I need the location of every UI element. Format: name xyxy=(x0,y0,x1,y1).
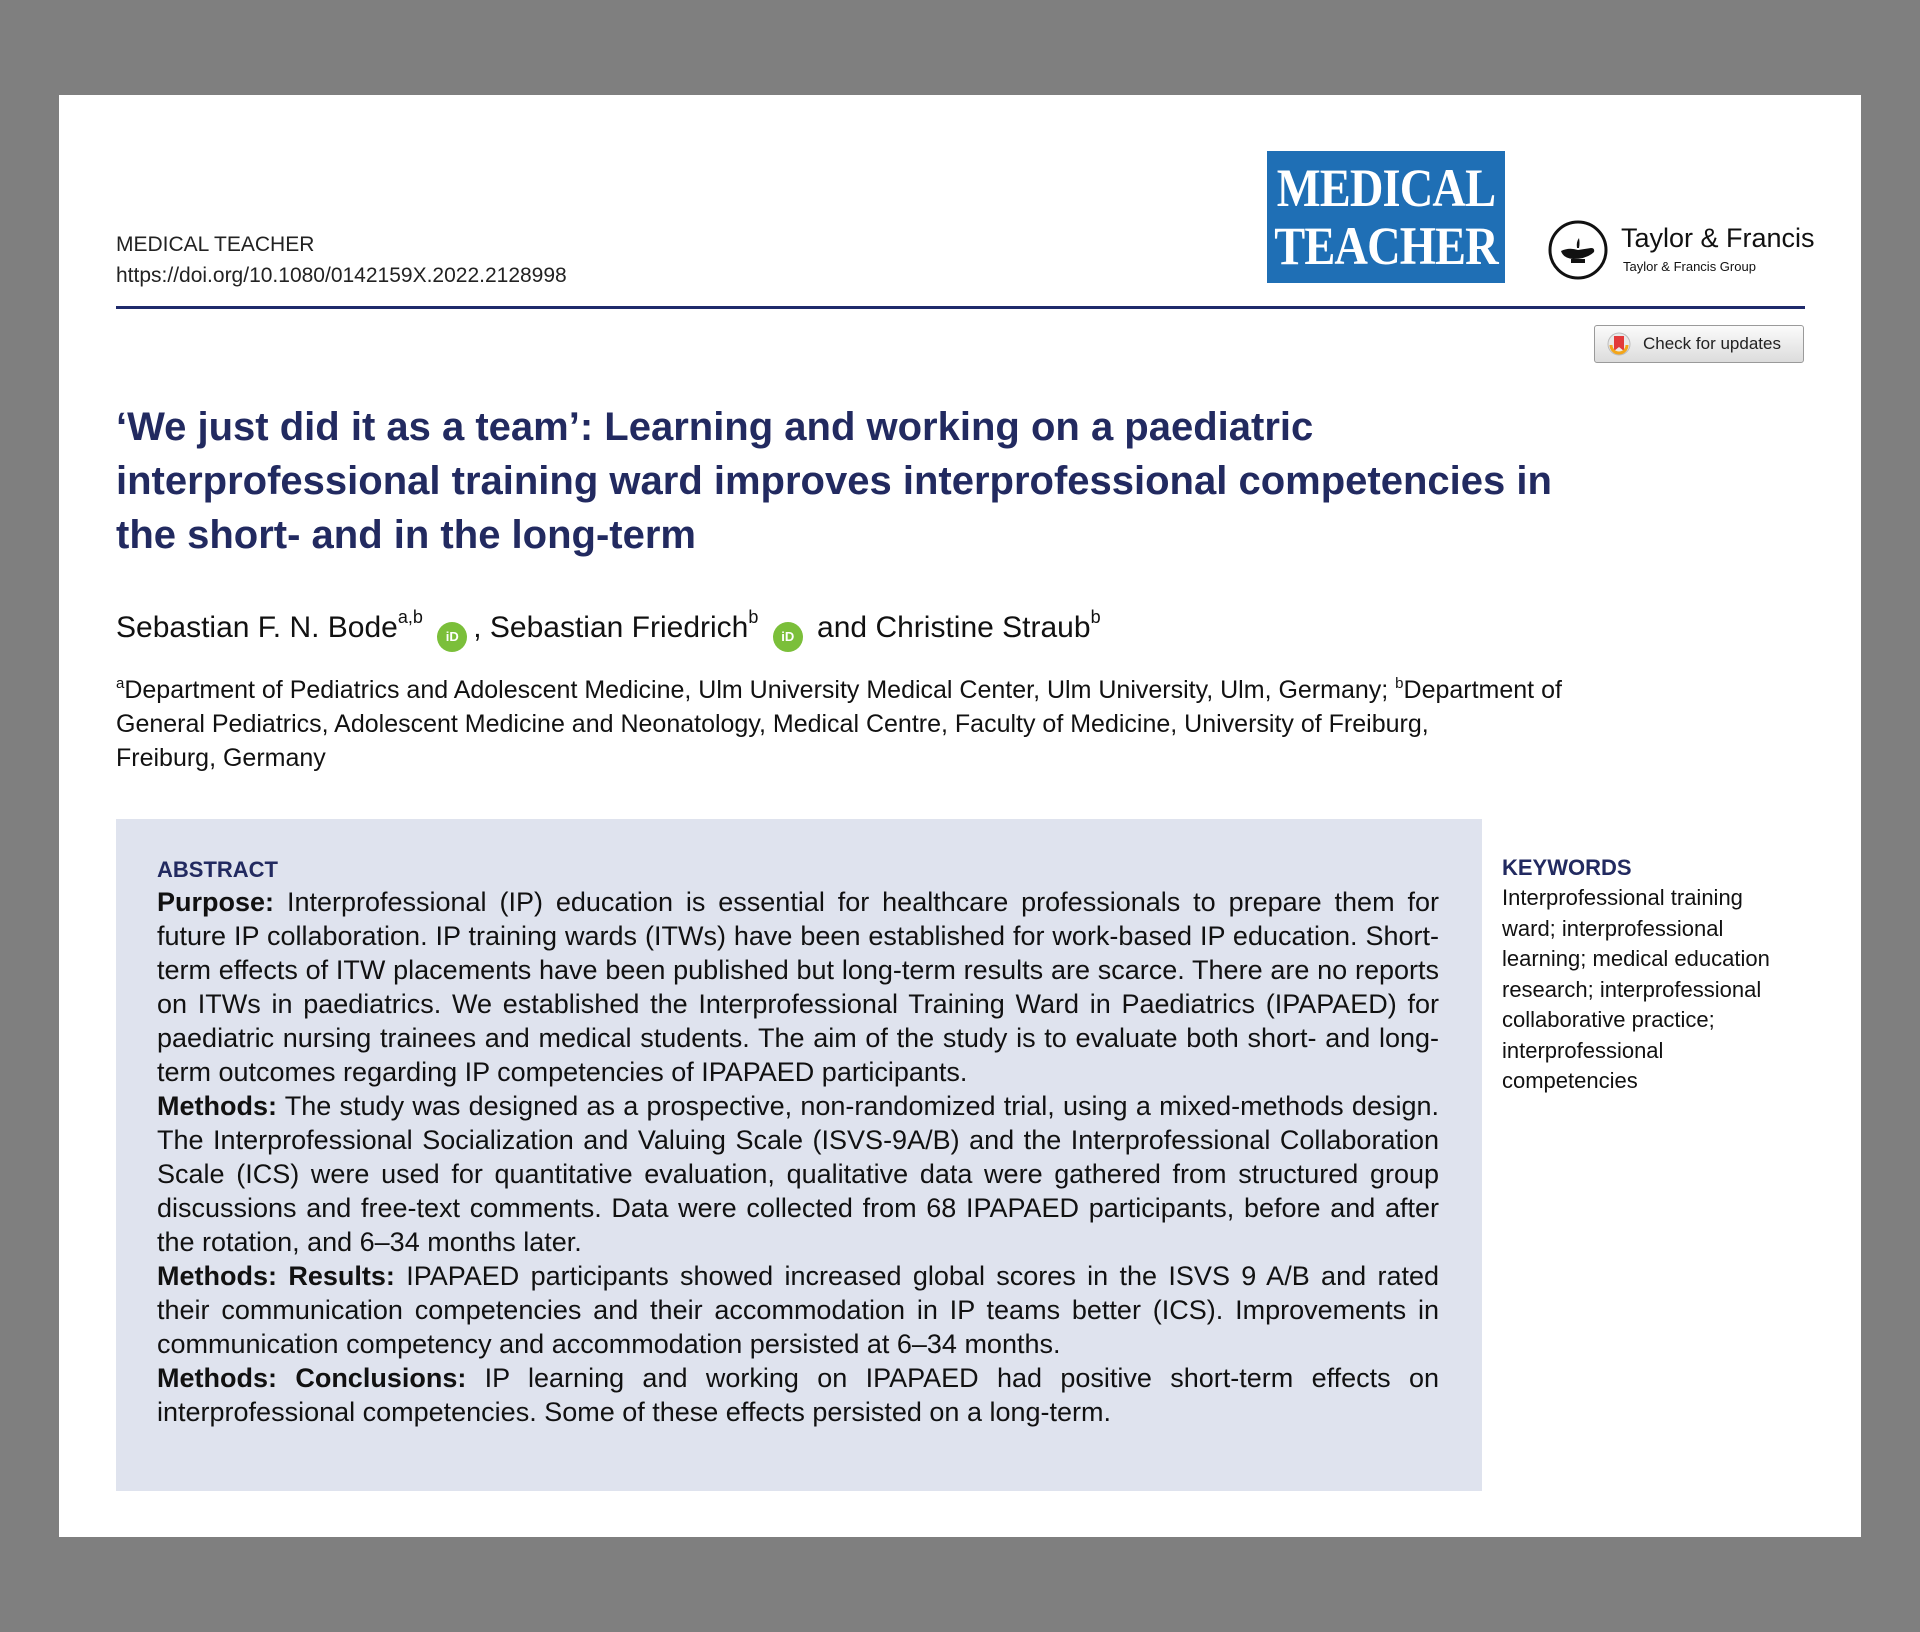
author-name[interactable]: Christine Straub xyxy=(875,611,1091,644)
abstract-section-methods xyxy=(157,1089,1439,1259)
author-affiliation-marker: b xyxy=(748,607,759,627)
section-label: Methods: Results: xyxy=(157,1261,395,1291)
journal-name: MEDICAL TEACHER xyxy=(116,233,315,256)
keywords-heading: KEYWORDS xyxy=(1502,855,1632,880)
keywords-list xyxy=(1502,883,1812,1097)
abstract-section-purpose xyxy=(157,885,1439,1089)
section-text: Interprofessional (IP) education is essential for healthcare professionals to prepare them for future IP collaboration. IP training wards (ITWs) have been established for work-based IP education. Short-term effects of ITW placements have been published but long-term results are scarce. There are no reports on ITWs in paediatrics. We established the Interprofessional Training Ward in Paediatrics (IPAPAED) for paediatric nursing trainees and medical students. The aim of the study is to evaluate both short- and long-term outcomes regarding IP competencies of IPAPAED participants. xyxy=(157,887,1439,1087)
orcid-icon[interactable]: iD xyxy=(437,622,467,652)
affiliations xyxy=(116,673,1562,775)
header-divider xyxy=(116,306,1805,309)
check-for-updates-label: Check for updates xyxy=(1643,334,1781,353)
author-affiliation-marker: a,b xyxy=(397,607,423,627)
affiliation-line: General Pediatrics, Adolescent Medicine and Neonatology, Medical Centre, Faculty of Medicine, University of Freiburg, xyxy=(116,710,1429,738)
keyword-line: ward; interprofessional xyxy=(1502,915,1724,941)
taylor-francis-logo xyxy=(1547,219,1817,281)
oil-lamp-icon xyxy=(1547,219,1609,281)
publisher-group: Taylor & Francis Group xyxy=(1623,259,1756,274)
section-label: Methods: Conclusions: xyxy=(157,1363,467,1393)
affiliation-a: Department of Pediatrics and Adolescent Medicine, Ulm University Medical Center, Ulm University, Ulm, Germany; xyxy=(124,676,1396,704)
orcid-icon[interactable]: iD xyxy=(773,622,803,652)
author-list xyxy=(116,608,1101,652)
author-name[interactable]: Sebastian F. N. Bode xyxy=(116,611,398,644)
affiliation-b-start: Department of xyxy=(1403,676,1562,704)
doi-link[interactable]: https://doi.org/10.1080/0142159X.2022.2128998 xyxy=(116,264,567,287)
check-for-updates-button[interactable] xyxy=(1594,325,1804,363)
logo-line-2: TEACHER xyxy=(1274,216,1498,276)
title-line: interprofessional training ward improves interprofessional competencies in xyxy=(116,459,1552,503)
title-line: the short- and in the long-term xyxy=(116,513,696,557)
author-separator: and xyxy=(808,611,876,644)
abstract-heading: ABSTRACT xyxy=(157,857,278,882)
publisher-name: Taylor & Francis xyxy=(1621,223,1815,253)
keyword-line: competencies xyxy=(1502,1068,1638,1093)
affiliation-marker: a xyxy=(116,675,125,692)
keyword-line: collaborative practice; xyxy=(1502,1007,1715,1032)
section-label: Methods: xyxy=(157,1091,277,1121)
abstract-section-conclusions xyxy=(157,1361,1439,1429)
keyword-line: research; interprofessional xyxy=(1502,976,1762,1002)
affiliation-line: Freiburg, Germany xyxy=(116,744,326,772)
author-affiliation-marker: b xyxy=(1090,607,1101,627)
abstract-body xyxy=(157,885,1439,1429)
section-text: IPAPAED participants showed increased global scores in the ISVS 9 A/B and rated their communication competencies and their accommodation in IP teams better (ICS). Improvements in communication competency and accommodation persisted at 6–34 months. xyxy=(157,1261,1440,1359)
title-line: ‘We just did it as a team’: Learning and working on a paediatric xyxy=(116,405,1314,449)
keyword-line: interprofessional xyxy=(1502,1037,1664,1063)
logo-line-1: MEDICAL xyxy=(1276,158,1496,218)
abstract-section-results xyxy=(157,1259,1439,1361)
author-name[interactable]: Sebastian Friedrich xyxy=(489,611,749,644)
affiliation-line xyxy=(116,673,1562,707)
keyword-line: Interprofessional training xyxy=(1502,885,1743,910)
article-page xyxy=(59,95,1861,1537)
section-text: IP learning and working on IPAPAED had positive short-term effects on interprofessional competencies. Some of these effects persisted on a long-term. xyxy=(157,1363,1439,1427)
crossmark-icon xyxy=(1607,332,1631,356)
keyword-line: learning; medical education xyxy=(1502,946,1770,971)
article-title xyxy=(116,400,1816,562)
author-separator: , xyxy=(473,611,490,644)
section-text: The study was designed as a prospective, non-randomized trial, using a mixed-methods design. The Interprofessional Socialization and Valuing Scale (ISVS-9A/B) and the Interprofessional Collaboration Scale (ICS) were used for quantitative evaluation, qualitative data were gathered from structured group discussions and free-text comments. Data were collected from 68 IPAPAED participants, before and after the rotation, and 6–34 months later. xyxy=(157,1091,1439,1257)
affiliation-marker: b xyxy=(1395,675,1404,692)
journal-info xyxy=(116,229,567,291)
medical-teacher-logo xyxy=(1267,151,1505,283)
section-label: Purpose: xyxy=(157,887,275,917)
